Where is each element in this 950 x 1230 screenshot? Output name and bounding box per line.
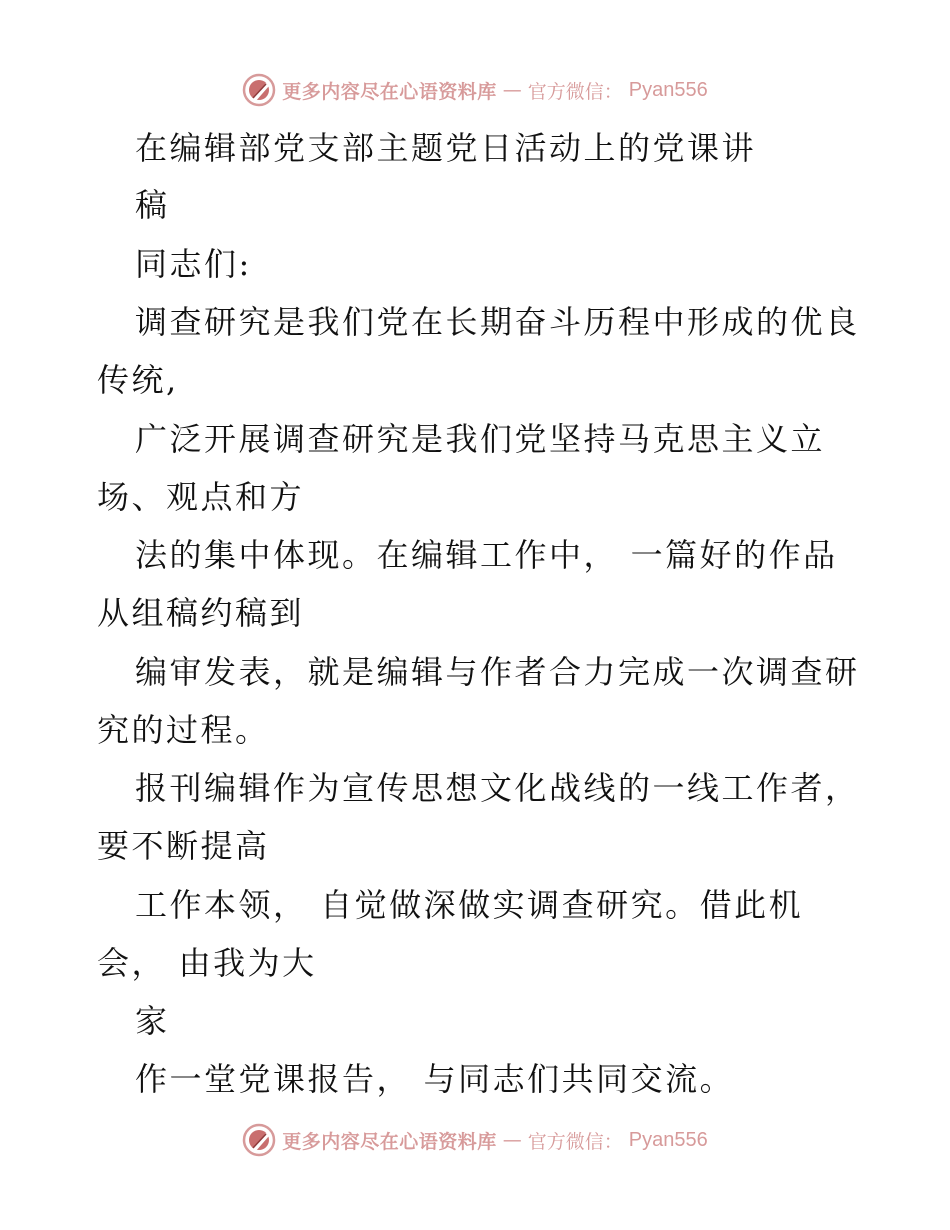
paragraph-line: 工作本领， 自觉做深做实调查研究。借此机 — [135, 886, 804, 924]
footer-watermark — [0, 1120, 950, 1160]
paragraph-line: 从组稿约稿到 — [97, 594, 305, 632]
pen-logo-icon — [242, 1123, 276, 1157]
paragraph-line: 调查研究是我们党在长期奋斗历程中形成的优良 — [135, 303, 860, 341]
watermark-wechat-label: 官方微信： — [527, 80, 623, 103]
paragraph-line: 场、观点和方 — [97, 478, 305, 516]
paragraph-line: 作一堂党课报告， 与同志们共同交流。 — [135, 1060, 735, 1098]
watermark-dash: — — [502, 79, 522, 101]
watermark-account: Pyan556 — [628, 1128, 708, 1151]
paragraph-line: 编审发表，就是编辑与作者合力完成一次调查研 — [135, 653, 860, 691]
paragraph-line: 家 — [135, 1002, 170, 1040]
paragraph-line: 法的集中体现。在编辑工作中， 一篇好的作品 — [135, 536, 838, 574]
watermark-account: Pyan556 — [628, 78, 708, 101]
watermark-wechat-label: 官方微信： — [527, 1130, 623, 1153]
watermark-text: 更多内容尽在心语资料库 — [282, 1130, 497, 1153]
paragraph-line: 会， 由我为大 — [97, 944, 317, 982]
pen-logo-icon — [242, 73, 276, 107]
document-title: 在编辑部党支部主题党日活动上的党课讲 — [135, 129, 757, 167]
salutation: 同志们: — [135, 245, 252, 283]
watermark-text: 更多内容尽在心语资料库 — [282, 80, 497, 103]
document-title-cont: 稿 — [135, 186, 170, 224]
paragraph-line: 报刊编辑作为宣传思想文化战线的一线工作者， — [135, 769, 860, 807]
paragraph-line: 广泛开展调查研究是我们党坚持马克思主义立 — [135, 420, 826, 458]
watermark-dash: — — [502, 1129, 522, 1151]
paragraph-line: 传统, — [97, 361, 179, 399]
header-watermark — [0, 70, 950, 110]
paragraph-line: 究的过程。 — [97, 711, 270, 749]
paragraph-line: 要不断提高 — [97, 827, 270, 865]
